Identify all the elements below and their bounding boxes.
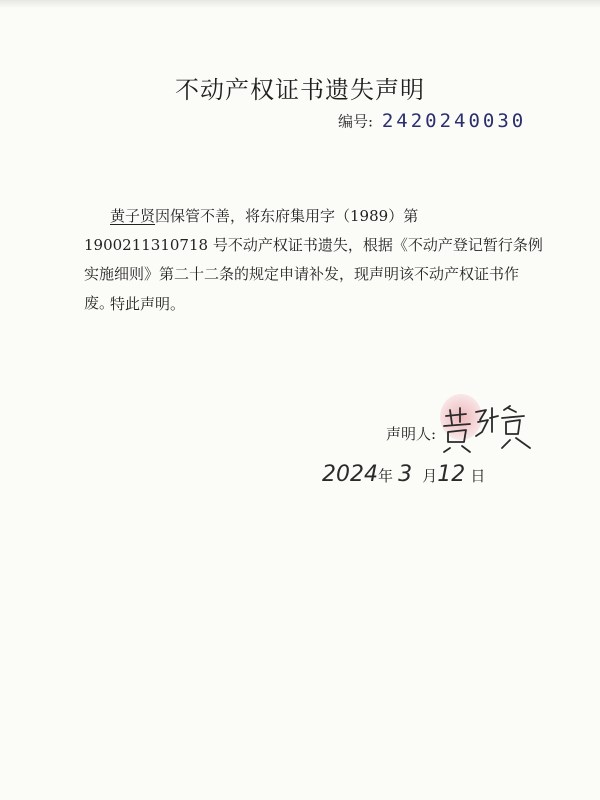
date-year: 2024: [322, 462, 378, 487]
handwritten-signature: [440, 402, 540, 454]
serial-number: 2420240030: [381, 110, 527, 132]
document-title: 不动产权证书遗失声明: [175, 76, 425, 104]
date-day: 12: [437, 462, 466, 487]
date-month-unit: 月: [422, 467, 438, 485]
serial-label: 编号:: [338, 112, 374, 131]
declarant-label: 声明人:: [386, 425, 437, 443]
date-row: [322, 462, 485, 492]
date-day-unit: 日: [470, 467, 486, 485]
serial-row: [338, 110, 526, 136]
scan-edge-shadow: [0, 0, 600, 8]
closing-text: 特此声明。: [110, 295, 186, 313]
date-month: 3: [398, 462, 413, 487]
declarant-name: 黄子贤: [110, 207, 156, 225]
statement-paragraph-text: 因保管不善，将东府集用字（1989）第 1900211310718 号不动产权证书遗失，根据《不动产登记暂行条例实施细则》第二十二条的规定申请补发，现声明该不动产权证书作废。: [84, 207, 543, 312]
date-year-unit: 年: [378, 467, 394, 485]
